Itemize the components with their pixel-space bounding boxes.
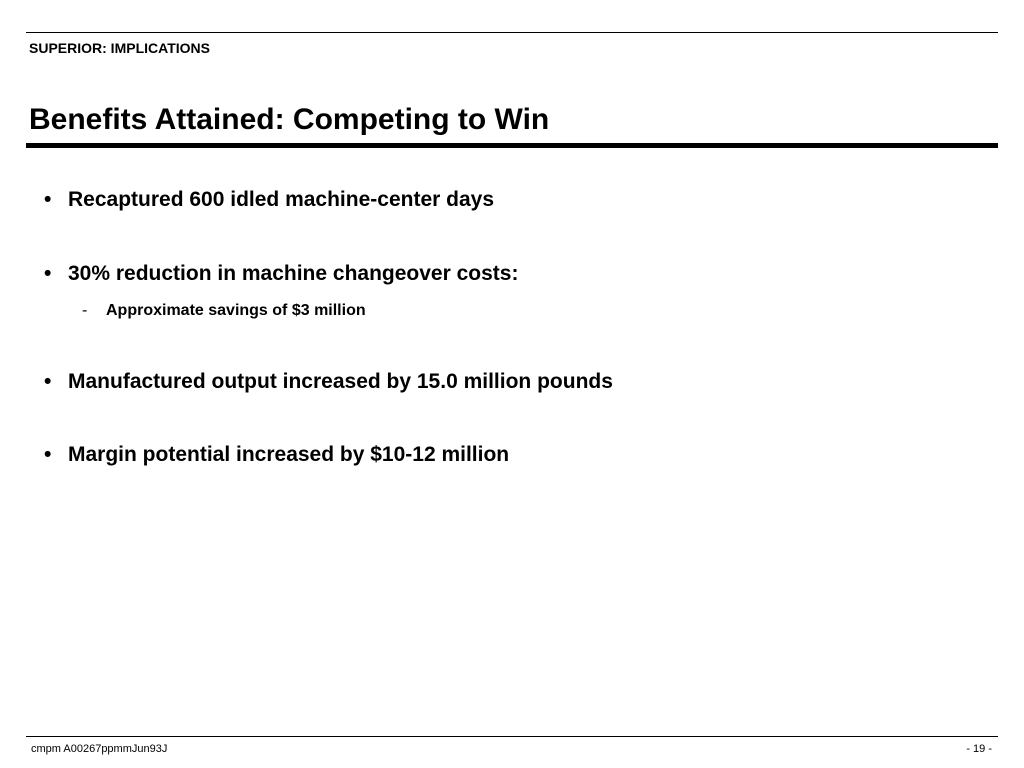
sub-bullet-marker: -: [82, 302, 88, 319]
bullet-text: Recaptured 600 idled machine-center days: [68, 188, 494, 211]
bullet-marker: •: [44, 443, 52, 466]
bullet-text: Manufactured output increased by 15.0 million pounds: [68, 370, 613, 393]
section-label: SUPERIOR: IMPLICATIONS: [29, 40, 210, 56]
footer-rule: [26, 736, 998, 737]
slide-title: Benefits Attained: Competing to Win: [29, 103, 550, 136]
page-number: - 19 -: [966, 743, 992, 755]
bullet-item: [44, 187, 494, 213]
bullet-item: [44, 261, 518, 287]
sub-bullet-item: [82, 301, 366, 321]
bullet-item: [44, 442, 509, 468]
bullet-text: 30% reduction in machine changeover costs:: [68, 262, 519, 285]
bullet-marker: •: [44, 262, 52, 285]
bullet-marker: •: [44, 188, 52, 211]
bullet-marker: •: [44, 370, 52, 393]
sub-bullet-text: Approximate savings of $3 million: [106, 302, 366, 319]
bullet-text: Margin potential increased by $10-12 million: [68, 443, 510, 466]
footer-doc-id: cmpm A00267ppmmJun93J: [31, 743, 168, 755]
bullet-item: [44, 369, 613, 395]
